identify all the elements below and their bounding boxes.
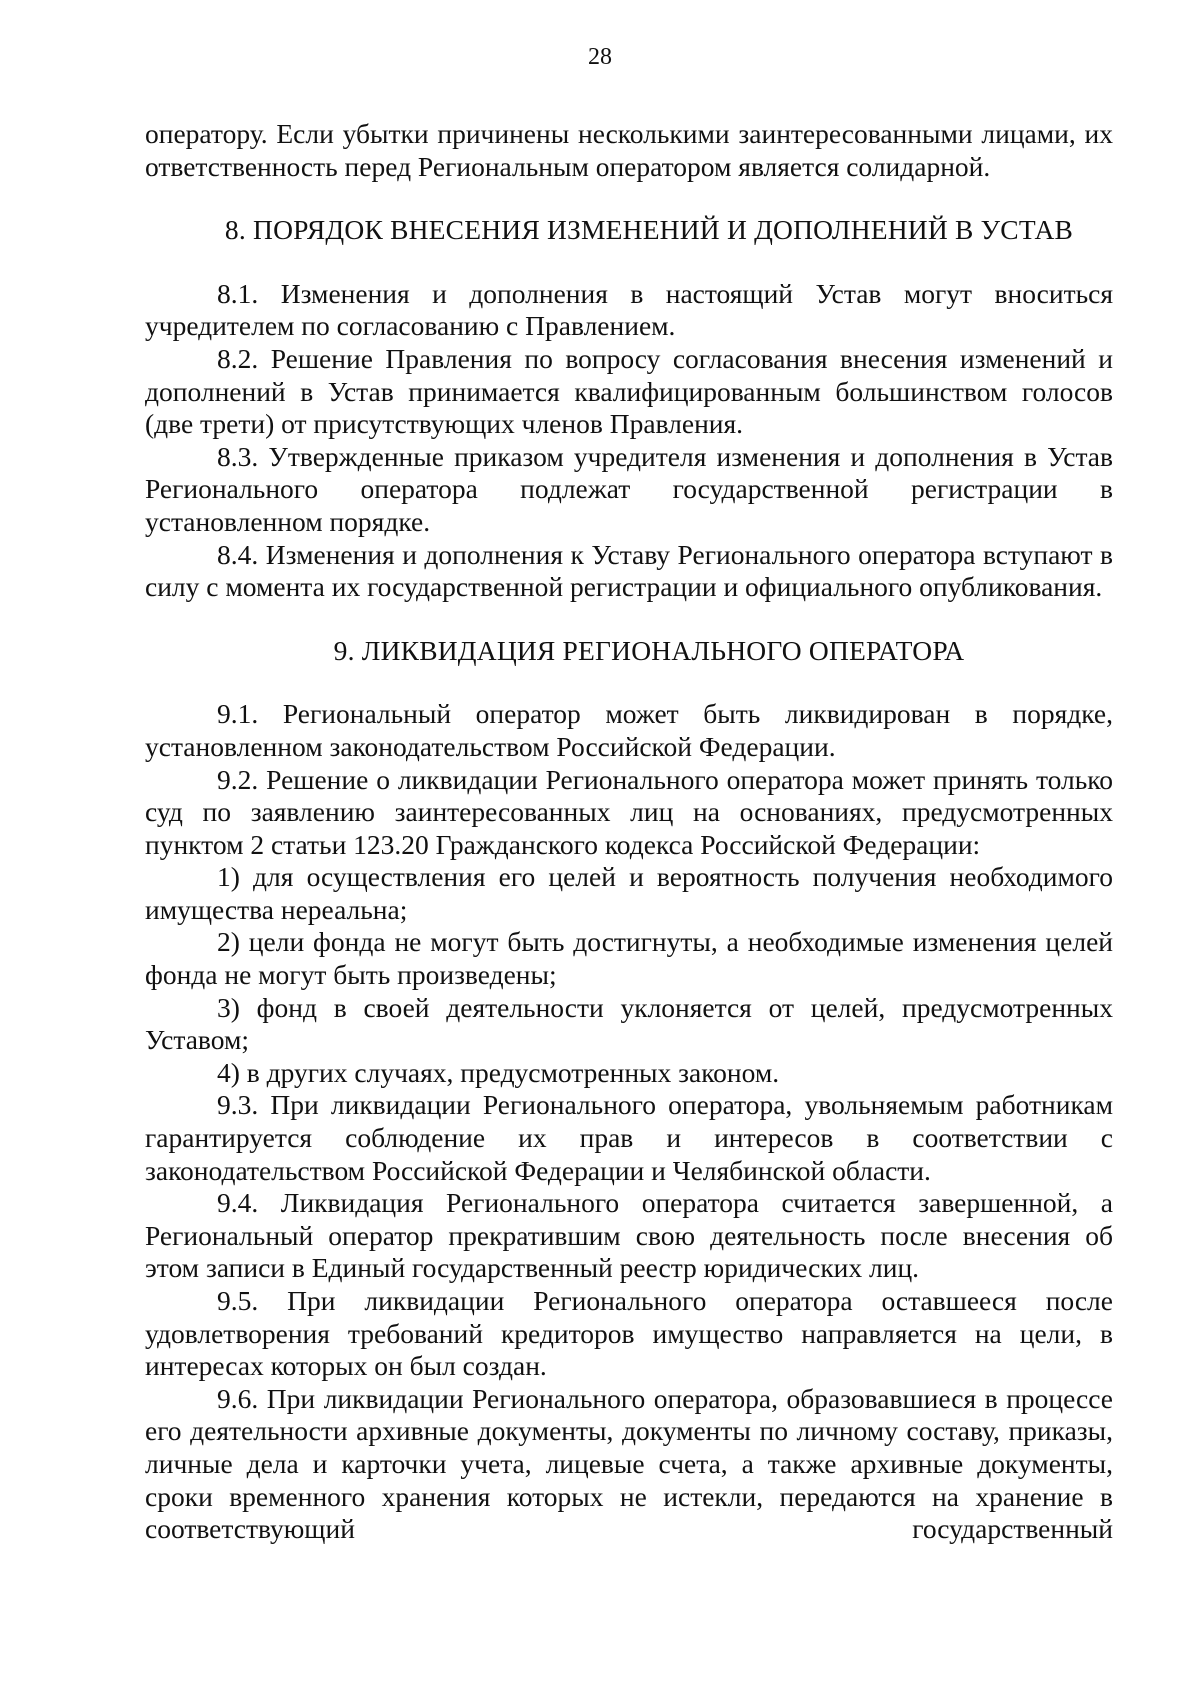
document-body: [145, 118, 1113, 1546]
paragraph-9-6: 9.6. При ликвидации Регионального оператора, образовавшиеся в процессе его деятельности архивные документы, документы по личному составу, приказы, личные дела и карточки учета, лицевые счета, а также архивные документы, сроки временного хранения которых не истекли, передаются на хранение в соответствующий государственный: [145, 1382, 1113, 1545]
paragraph-9-4: 9.4. Ликвидация Регионального оператора считается завершенной, а Региональный оператор прекратившим свою деятельность после внесения об этом записи в Единый государственный реестр юридических лиц.: [145, 1187, 1113, 1284]
section-9-title-text: 9. ЛИКВИДАЦИЯ РЕГИОНАЛЬНОГО ОПЕРАТОРА: [333, 634, 965, 666]
intro-paragraph: оператору. Если убытки причинены несколькими заинтересованными лицами, их ответственность перед Региональным оператором является солидарной.: [145, 118, 1113, 182]
paragraph-9-1: 9.1. Региональный оператор может быть ликвидирован в порядке, установленном законодательством Российской Федерации.: [145, 698, 1113, 762]
paragraph-9-2: 9.2. Решение о ликвидации Регионального оператора может принять только суд по заявлению заинтересованных лиц на основаниях, предусмотренных пунктом 2 статьи 123.20 Гражданского кодекса Российской Федерации:: [145, 763, 1113, 860]
section-8-title-text: 8. ПОРЯДОК ВНЕСЕНИЯ ИЗМЕНЕНИЙ И ДОПОЛНЕНИЙ В УСТАВ: [224, 214, 1074, 246]
paragraph-9-5: 9.5. При ликвидации Регионального оператора оставшееся после удовлетворения требований кредиторов имущество направляется на цели, в интересах которых он был создан.: [145, 1285, 1113, 1382]
paragraph-8-3: 8.3. Утвержденные приказом учредителя изменения и дополнения в Устав Регионального оператора подлежат государственной регистрации в установленном порядке.: [145, 440, 1113, 537]
list-item-9-2-3: 3) фонд в своей деятельности уклоняется от целей, предусмотренных Уставом;: [145, 991, 1113, 1056]
paragraph-8-2: 8.2. Решение Правления по вопросу согласования внесения изменений и дополнений в Устав принимается квалифицированным большинством голосов (две трети) от присутствующих членов Правления.: [145, 342, 1113, 440]
list-item-9-2-2: 2) цели фонда не могут быть достигнуты, а необходимые изменения целей фонда не могут быть произведены;: [145, 926, 1113, 991]
section-8-title: [145, 214, 1113, 247]
list-item-9-2-1: 1) для осуществления его целей и вероятность получения необходимого имущества нереальна;: [145, 861, 1113, 925]
paragraph-8-1: 8.1. Изменения и дополнения в настоящий Устав могут вноситься учредителем по согласованию с Правлением.: [145, 277, 1113, 342]
page-number: 28: [588, 44, 612, 70]
list-item-9-2-4: 4) в других случаях, предусмотренных законом.: [217, 1056, 780, 1088]
paragraph-9-3: 9.3. При ликвидации Регионального оператора, увольняемым работникам гарантируется соблюдение их прав и интересов в соответствии с законодательством Российской Федерации и Челябинской области.: [145, 1089, 1113, 1186]
paragraph-8-4: 8.4. Изменения и дополнения к Уставу Регионального оператора вступают в силу с момента их государственной регистрации и официального опубликования.: [145, 538, 1113, 603]
section-9-title: [145, 635, 1113, 668]
